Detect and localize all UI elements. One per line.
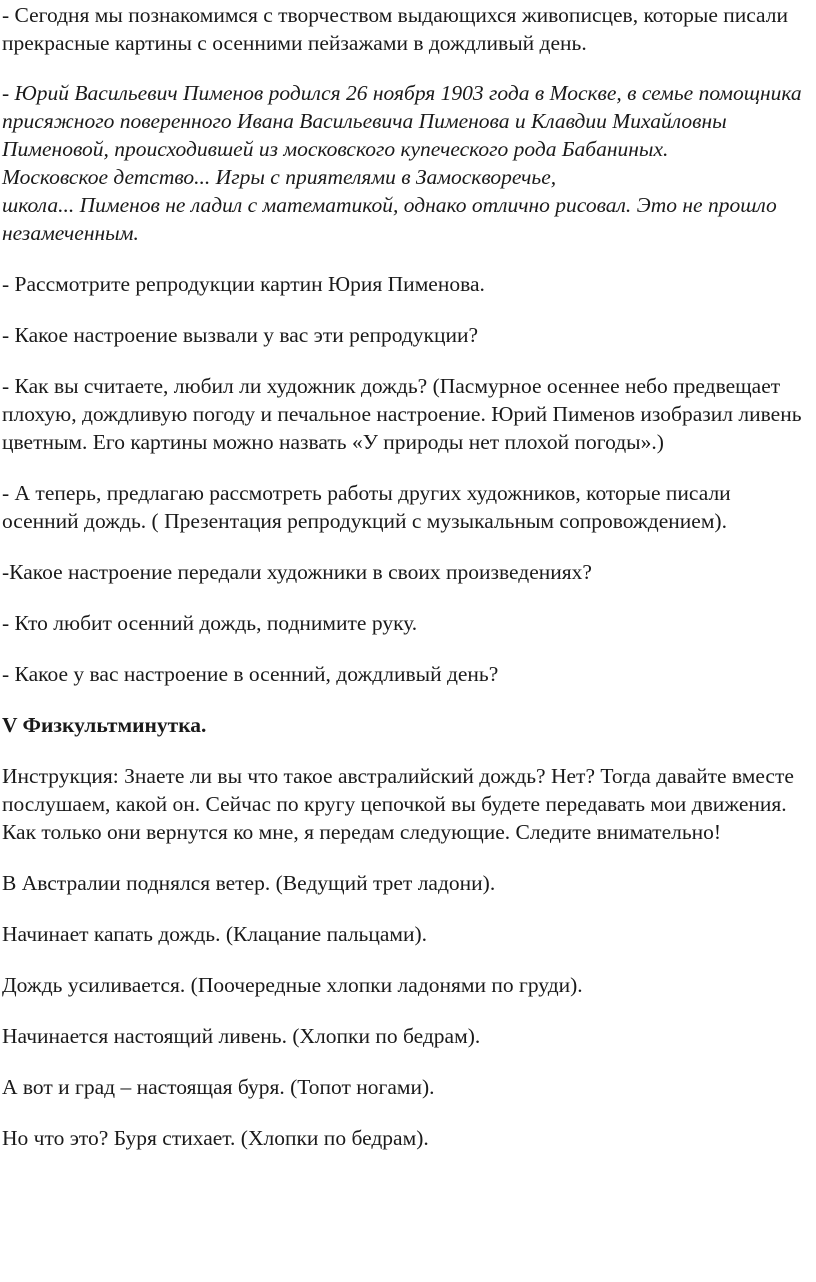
exercise-step: В Австралии поднялся ветер. (Ведущий трет ладони).	[2, 871, 496, 895]
question-paragraph: - Кто любит осенний дождь, поднимите руку.	[2, 611, 418, 635]
biography-text: - Юрий Васильевич Пименов родился 26 ноября 1903 года в Москве, в семье помощника присяжного поверенного Ивана Васильевича Пименова и Клавдии Михайловны Пименовой, происходившей из московского купеческого рода Бабаниных.	[2, 81, 802, 161]
exercise-step: Но что это? Буря стихает. (Хлопки по бедрам).	[2, 1126, 429, 1150]
exercise-step: Дождь усиливается. (Поочередные хлопки ладонями по груди).	[2, 973, 583, 997]
biography-childhood-text: Московское детство... Игры с приятелями в Замоскворечье,	[2, 165, 557, 189]
question-paragraph: - А теперь, предлагаю рассмотреть работы других художников, которые писали осенний дождь. ( Презентация репродукций с музыкальным сопровождением).	[2, 481, 731, 533]
biography-school-text: школа... Пименов не ладил с математикой, однако отлично рисовал. Это не прошло незамеченным.	[2, 193, 777, 245]
question-paragraph: - Какое у вас настроение в осенний, дождливый день?	[2, 662, 499, 686]
document-page	[0, 1, 816, 1152]
question-paragraph: - Какое настроение вызвали у вас эти репродукции?	[2, 323, 479, 347]
question-paragraph: -Какое настроение передали художники в своих произведениях?	[2, 560, 592, 584]
section-heading: V Физкультминутка.	[2, 713, 207, 737]
question-paragraph: - Как вы считаете, любил ли художник дождь? (Пасмурное осеннее небо предвещает плохую, дождливую погоду и печальное настроение. Юрий Пименов изобразил ливень цветным. Его картины можно назвать «У природы нет плохой погоды».)	[2, 374, 802, 454]
exercise-step: Начинается настоящий ливень. (Хлопки по бедрам).	[2, 1024, 481, 1048]
instruction-paragraph: Инструкция: Знаете ли вы что такое австралийский дождь? Нет? Тогда давайте вместе послушаем, какой он. Сейчас по кругу цепочкой вы будете передавать мои движения. Как только они вернутся ко мне, я передам следующие. Следите внимательно!	[2, 764, 794, 844]
intro-paragraph: - Сегодня мы познакомимся с творчеством выдающихся живописцев, которые писали прекрасные картины с осенними пейзажами в дождливый день.	[2, 3, 789, 55]
question-paragraph: - Рассмотрите репродукции картин Юрия Пименова.	[2, 272, 485, 296]
exercise-step: Начинает капать дождь. (Клацание пальцами).	[2, 922, 428, 946]
exercise-step: А вот и град – настоящая буря. (Топот ногами).	[2, 1075, 435, 1099]
biography-paragraph	[2, 79, 810, 247]
